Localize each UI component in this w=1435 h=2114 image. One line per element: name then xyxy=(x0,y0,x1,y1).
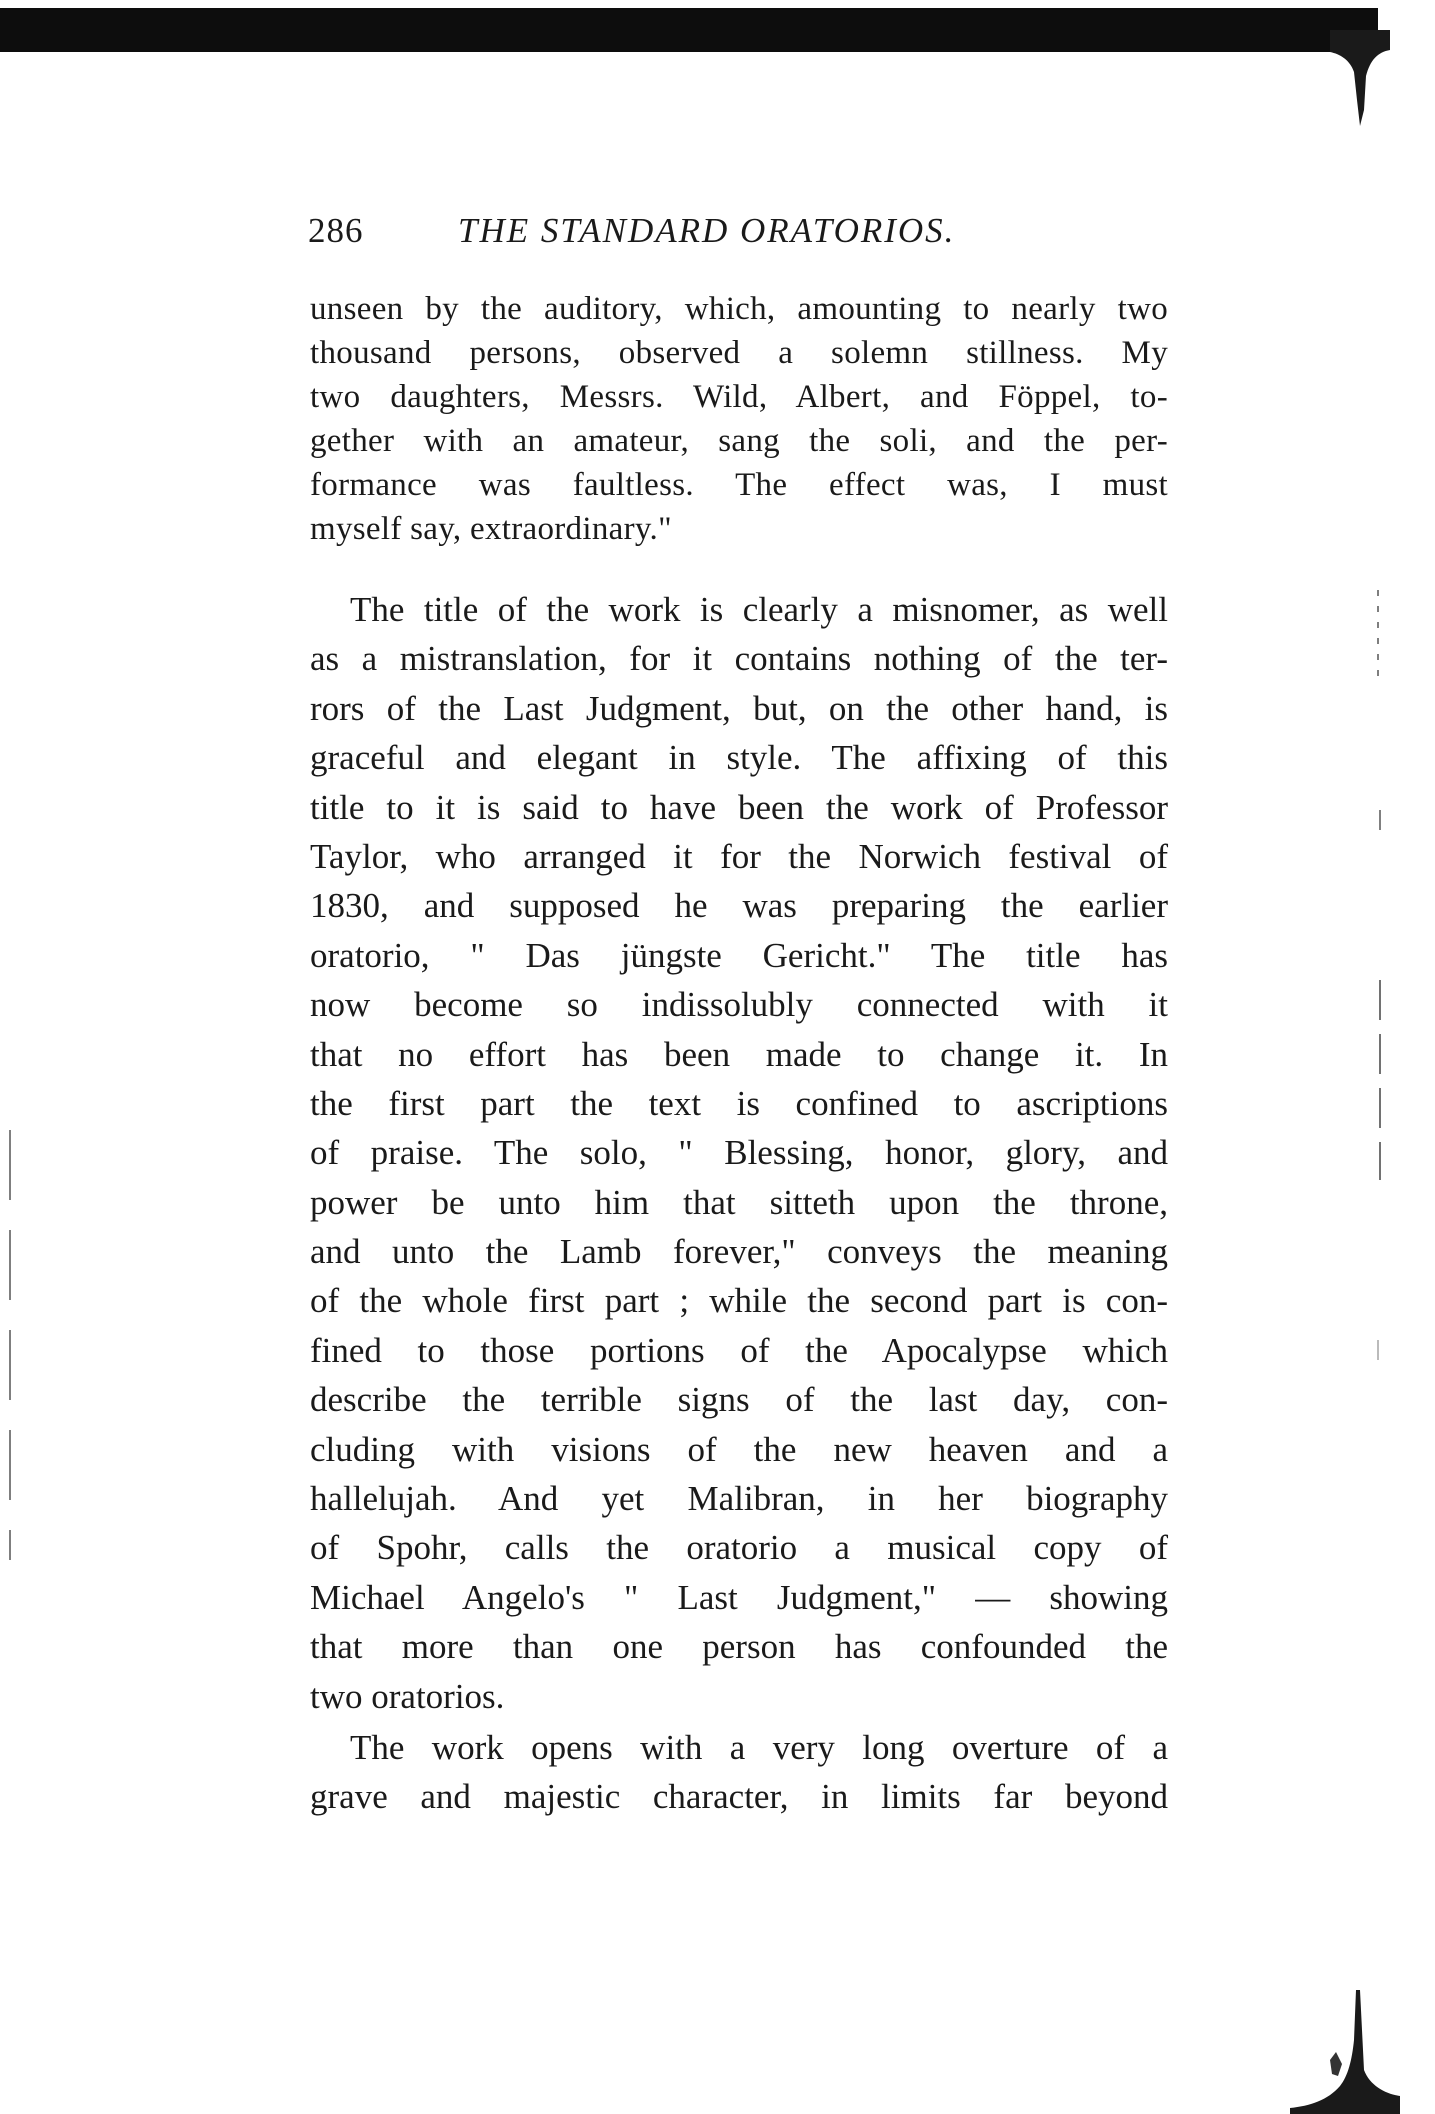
scan-corner-mark-top xyxy=(1330,30,1390,130)
scan-corner-mark-bottom xyxy=(1290,1990,1400,2114)
paragraph-title-discussion xyxy=(310,585,1168,1721)
text-line: The work opens with a very long overture of a xyxy=(350,1728,1168,1767)
quote-continuation xyxy=(310,287,1168,551)
text-line: that no effort has been made to change it. In xyxy=(310,1034,1168,1074)
scan-border-bar xyxy=(0,8,1378,52)
text-line: Taylor, who arranged it for the Norwich festival of xyxy=(310,836,1168,876)
text-line: power be unto him that sitteth upon the throne, xyxy=(310,1182,1168,1222)
text-line: 1830, and supposed he was preparing the earlier xyxy=(310,886,1168,926)
page-number: 286 xyxy=(308,211,364,250)
text-line: and unto the Lamb forever," conveys the meaning xyxy=(310,1232,1168,1272)
text-line: fined to those portions of the Apocalypse which xyxy=(310,1330,1168,1370)
text-line: two oratorios. xyxy=(310,1676,505,1716)
text-line: cluding with visions of the new heaven and a xyxy=(310,1429,1168,1469)
text-line: formance was faultless. The effect was, I must xyxy=(310,467,1168,503)
text-line: of Spohr, calls the oratorio a musical copy of xyxy=(310,1528,1168,1568)
text-line: that more than one person has confounded the xyxy=(310,1627,1168,1667)
text-line: unseen by the auditory, which, amounting to nearly two xyxy=(310,291,1168,327)
text-line: oratorio, " Das jüngste Gericht." The title has xyxy=(310,935,1168,975)
text-line: of the whole first part ; while the second part is con- xyxy=(310,1281,1168,1321)
text-line: hallelujah. And yet Malibran, in her biography xyxy=(310,1479,1168,1519)
text-line: of praise. The solo, " Blessing, honor, glory, and xyxy=(310,1133,1168,1173)
text-line: The title of the work is clearly a misnomer, as well xyxy=(350,590,1168,629)
text-line: two daughters, Messrs. Wild, Albert, and Föppel, to- xyxy=(310,379,1168,415)
text-line: describe the terrible signs of the last day, con- xyxy=(310,1380,1168,1420)
text-line: myself say, extraordinary." xyxy=(310,511,672,547)
text-line: graceful and elegant in style. The affixing of this xyxy=(310,738,1168,778)
running-head xyxy=(308,205,1168,257)
text-line: grave and majestic character, in limits far beyond xyxy=(310,1777,1168,1817)
text-line: Michael Angelo's " Last Judgment," — showing xyxy=(310,1577,1168,1617)
text-line: as a mistranslation, for it contains nothing of the ter- xyxy=(310,639,1168,679)
text-line: now become so indissolubly connected with it xyxy=(310,985,1168,1025)
text-line: rors of the Last Judgment, but, on the other hand, is xyxy=(310,688,1168,728)
paragraph-overture xyxy=(310,1723,1168,1822)
text-line: title to it is said to have been the work of Professor xyxy=(310,787,1168,827)
text-line: gether with an amateur, sang the soli, and the per- xyxy=(310,423,1168,459)
text-line: thousand persons, observed a solemn stillness. My xyxy=(310,335,1168,371)
text-line: the first part the text is confined to ascriptions xyxy=(310,1083,1168,1123)
running-title: THE STANDARD ORATORIOS. xyxy=(458,211,956,250)
